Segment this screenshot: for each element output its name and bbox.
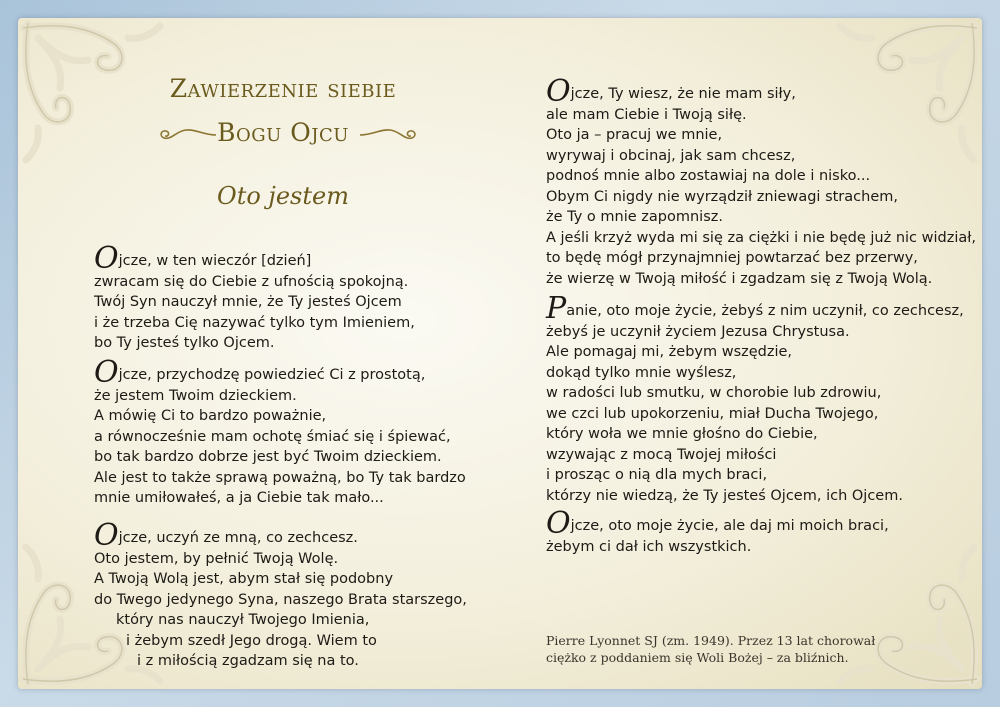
stanza-line: żebym ci dał ich wszystkich. [546, 538, 752, 555]
initial-capital: O [94, 518, 119, 553]
stanza-line: A mówię Ci to bardzo poważnie, [94, 408, 327, 424]
stanza-line: i z miłością zgadzam się na to. [137, 653, 359, 669]
initial-capital: O [94, 355, 119, 390]
author-footnote [546, 632, 875, 666]
stanza-line: Oto ja – pracuj we mnie, [546, 127, 723, 143]
footnote-line-1: Pierre Lyonnet SJ (zm. 1949). Przez 13 lat chorował [546, 633, 876, 648]
stanza-line: żebyś je uczynił życiem Jezusa Chrystusa. [546, 323, 850, 340]
stanza-2 [94, 355, 466, 509]
subtitle: Oto jestem [217, 182, 349, 210]
stanza-line: podnoś mnie albo zostawiaj na dole i nisko... [546, 168, 871, 184]
stanza-line: to będę mógł przynajmniej powtarzać bez przerwy, [546, 250, 918, 266]
initial-capital: O [546, 74, 571, 109]
stanza-line: wzywając z mocą Twojej miłości [546, 446, 777, 463]
stanza-line: zwracam się do Ciebie z ufnością spokojną. [94, 273, 409, 290]
stanza-first-line: jcze, oto moje życie, ale daj mi moich braci, [570, 518, 889, 534]
stanza-4 [546, 74, 976, 289]
stanza-line: A jeśli krzyż wyda mi się za ciężki i nie będę już nic widział, [546, 229, 976, 246]
stanza-first-line: jcze, w ten wieczór [dzień] [118, 253, 312, 269]
stanza-first-line: anie, oto moje życie, żebyś z nim uczynił, co zechcesz, [566, 303, 964, 319]
stanza-first-line: jcze, Ty wiesz, że nie mam siły, [570, 86, 796, 102]
stanza-line: do Twego jedynego Syna, naszego Brata starszego, [94, 591, 467, 608]
footnote-line-2: ciężko z poddaniem się Woli Bożej – za bliźnich. [546, 650, 849, 665]
initial-capital: O [94, 241, 119, 276]
stanza-line: że wierzę w Twoją miłość i zgadzam się z Twoją Wolą. [546, 270, 933, 287]
stanza-line: i prosząc o nią dla mych braci, [546, 467, 768, 483]
card-page [18, 18, 982, 689]
stanza-line: i że trzeba Cię nazywać tylko tym Imieniem, [94, 314, 415, 331]
stanza-line: wyrywaj i obcinaj, jak sam chcesz, [546, 147, 796, 164]
stanza-line: Obym Ci nigdy nie wyrządził zniewagi strachem, [546, 188, 898, 205]
stanza-line: bo tak bardzo dobrze jest być Twoim dzieckiem. [94, 449, 442, 465]
stanza-line: ale mam Ciebie i Twoją siłę. [546, 106, 747, 123]
initial-capital: P [546, 291, 567, 326]
stanza-line: Ale pomagaj mi, żebym wszędzie, [546, 344, 793, 360]
stanza-line: i żebym szedł Jego drogą. Wiem to [126, 632, 377, 649]
stanza-first-line: jcze, uczyń ze mną, co zechcesz. [118, 530, 358, 546]
stanza-line: Ale jest to także sprawą poważną, bo Ty tak bardzo [94, 469, 466, 486]
title-line-1: Zawierzenie siebie [169, 74, 397, 103]
stanza-3 [94, 518, 467, 672]
stanza-line: że Ty o mnie zapomnisz. [546, 209, 723, 225]
ornament-corner-bottom-right-icon [832, 539, 982, 689]
stanza-line: dokąd tylko mnie wyślesz, [546, 364, 737, 381]
stanza-line: mnie umiłowałeś, a ja Ciebie tak mało... [94, 490, 384, 506]
title-flourish-right-icon [358, 127, 418, 143]
stanza-6 [546, 506, 889, 557]
stanza-line: który nas nauczył Twojego Imienia, [116, 612, 370, 628]
stanza-line: a równocześnie mam ochotę śmiać się i śpiewać, [94, 428, 451, 445]
title-line-2: Bogu Ojcu [217, 118, 349, 147]
stanza-line: Twój Syn nauczył mnie, że Ty jesteś Ojcem [94, 294, 402, 310]
stanza-line: we czci lub upokorzeniu, miał Ducha Twojego, [546, 405, 879, 422]
stanza-line: A Twoją Wolą jest, abym stał się podobny [94, 571, 394, 587]
stanza-line: że jestem Twoim dzieckiem. [94, 387, 297, 404]
initial-capital: O [546, 506, 571, 541]
stanza-line: w radości lub smutku, w chorobie lub zdrowiu, [546, 385, 882, 401]
stanza-line: Oto jestem, by pełnić Twoją Wolę. [94, 550, 339, 567]
stanza-5 [546, 291, 964, 506]
stanza-1 [94, 241, 415, 354]
stanza-line: którzy nie wiedzą, że Ty jesteś Ojcem, ich Ojcem. [546, 487, 903, 504]
stanza-line: który woła we mnie głośno do Ciebie, [546, 426, 818, 442]
stanza-first-line: jcze, przychodzę powiedzieć Ci z prostotą, [118, 367, 426, 383]
stanza-line: bo Ty jesteś tylko Ojcem. [94, 335, 275, 351]
ornament-corner-top-left-icon [18, 18, 168, 168]
